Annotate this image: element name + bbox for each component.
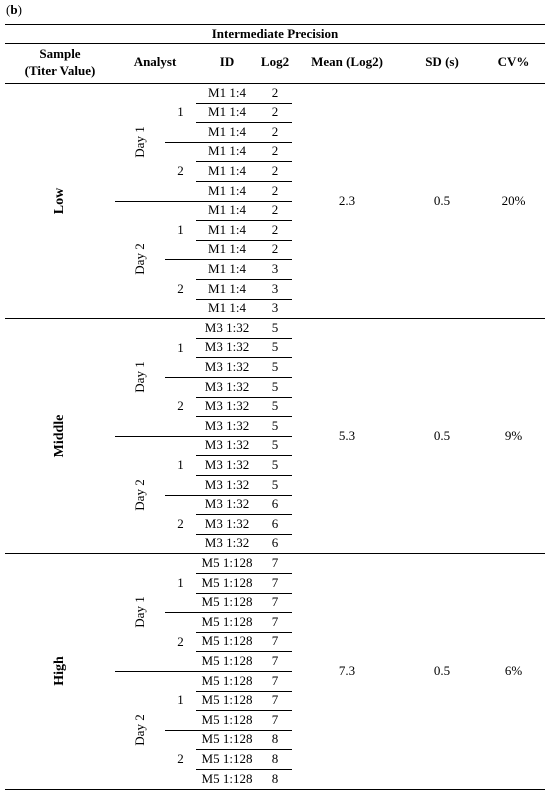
header-sample-line1: Sample	[39, 46, 81, 61]
sample-id: M5 1:128	[201, 594, 253, 610]
log2-value: 2	[271, 182, 279, 198]
analyst-number: 2	[177, 398, 184, 414]
header-cv: CV%	[497, 54, 530, 69]
log2-value: 5	[271, 417, 279, 433]
sample-label: High	[52, 656, 67, 686]
sample-id: M3 1:32	[204, 437, 250, 453]
header-sd: SD (s)	[425, 54, 459, 69]
log2-value: 7	[271, 594, 279, 610]
cv-value: 6%	[504, 663, 523, 678]
analyst-number: 2	[177, 751, 184, 767]
header-sample	[5, 45, 115, 79]
sample-id: M3 1:32	[204, 476, 250, 492]
day-label: Day 1	[132, 596, 147, 628]
sample-id: M5 1:128	[201, 613, 253, 629]
sample-id: M3 1:32	[204, 417, 250, 433]
sample-id: M1 1:4	[208, 104, 246, 120]
log2-value: 3	[271, 300, 279, 316]
sample-id: M1 1:4	[208, 202, 246, 218]
log2-value: 6	[271, 535, 279, 551]
sample-id: M3 1:32	[204, 456, 250, 472]
log2-value: 6	[271, 515, 279, 531]
log2-value: 8	[271, 750, 279, 766]
log2-value: 5	[271, 339, 279, 355]
sample-id: M5 1:128	[201, 750, 253, 766]
header-log2: Log2	[260, 54, 290, 69]
log2-value: 3	[271, 280, 279, 296]
analyst-number: 1	[177, 692, 184, 708]
sample-id: M5 1:128	[201, 692, 253, 708]
log2-value: 7	[271, 692, 279, 708]
sample-id: M5 1:128	[201, 652, 253, 668]
sample-id: M5 1:128	[201, 711, 253, 727]
table-bottom-rule	[5, 789, 545, 790]
sample-id: M1 1:4	[208, 84, 246, 100]
log2-value: 2	[271, 202, 279, 218]
table-title: Intermediate Precision	[211, 26, 339, 41]
day-label: Day 2	[132, 714, 147, 746]
sd-value: 0.5	[433, 192, 451, 208]
header-id: ID	[219, 54, 235, 69]
sample-id: M3 1:32	[204, 378, 250, 394]
cv-value: 20%	[501, 192, 526, 208]
sample-id: M3 1:32	[204, 496, 250, 512]
mean-value: 5.3	[338, 427, 356, 443]
header-analyst: Analyst	[133, 54, 177, 69]
log2-value: 3	[271, 260, 279, 276]
mean-value: 2.3	[338, 192, 356, 208]
sample-id: M1 1:4	[208, 123, 246, 139]
analyst-number: 1	[177, 339, 184, 355]
log2-value: 5	[271, 398, 279, 414]
analyst-number: 1	[177, 457, 184, 473]
log2-value: 7	[271, 672, 279, 688]
analyst-number: 1	[177, 104, 184, 120]
sample-id: M1 1:4	[208, 260, 246, 276]
sample-id: M5 1:128	[201, 574, 253, 590]
log2-value: 8	[271, 770, 279, 786]
panel-label-letter: b	[10, 2, 18, 17]
log2-value: 5	[271, 378, 279, 394]
sample-id: M3 1:32	[204, 358, 250, 374]
log2-value: 2	[271, 123, 279, 139]
header-sample-line2: (Titer Value)	[24, 63, 96, 78]
panel-label: (b)	[6, 2, 22, 17]
log2-value: 5	[271, 456, 279, 472]
log2-value: 2	[271, 84, 279, 100]
log2-value: 5	[271, 437, 279, 453]
log2-value: 7	[271, 574, 279, 590]
sample-id: M5 1:128	[201, 554, 253, 570]
sample-id: M1 1:4	[208, 182, 246, 198]
log2-value: 6	[271, 496, 279, 512]
log2-value: 5	[271, 358, 279, 374]
log2-value: 7	[271, 652, 279, 668]
mean-value: 7.3	[338, 663, 356, 678]
sample-id: M1 1:4	[208, 241, 246, 257]
log2-value: 8	[271, 731, 279, 747]
log2-value: 2	[271, 143, 279, 159]
log2-value: 7	[271, 633, 279, 649]
log2-value: 7	[271, 613, 279, 629]
day-label: Day 1	[132, 126, 147, 158]
sample-id: M5 1:128	[201, 633, 253, 649]
log2-value: 5	[271, 476, 279, 492]
sd-value: 0.5	[433, 427, 451, 443]
sample-id: M1 1:4	[208, 143, 246, 159]
sample-id: M3 1:32	[204, 319, 250, 335]
log2-value: 5	[271, 319, 279, 335]
log2-value: 2	[271, 221, 279, 237]
sample-id: M1 1:4	[208, 300, 246, 316]
analyst-number: 2	[177, 163, 184, 179]
analyst-number: 1	[177, 222, 184, 237]
sd-value: 0.5	[433, 663, 451, 678]
log2-value: 2	[271, 241, 279, 257]
title-rule	[5, 43, 545, 44]
sample-id: M3 1:32	[204, 515, 250, 531]
sample-id: M5 1:128	[201, 672, 253, 688]
sample-id: M1 1:4	[208, 221, 246, 237]
analyst-number: 2	[177, 280, 184, 296]
sample-id: M3 1:32	[204, 398, 250, 414]
sample-id: M1 1:4	[208, 280, 246, 296]
analyst-number: 1	[177, 574, 184, 590]
header-mean: Mean (Log2)	[311, 54, 383, 69]
analyst-number: 2	[177, 633, 184, 649]
log2-value: 2	[271, 162, 279, 178]
sample-id: M3 1:32	[204, 339, 250, 355]
log2-value: 7	[271, 711, 279, 727]
log2-value: 2	[271, 104, 279, 120]
day-label: Day 2	[132, 243, 147, 276]
sample-label: Low	[52, 187, 67, 214]
analyst-number: 2	[177, 516, 184, 531]
sample-id: M5 1:128	[201, 770, 253, 786]
day-label: Day 2	[132, 478, 147, 511]
sample-id: M1 1:4	[208, 162, 246, 178]
log2-value: 7	[271, 554, 279, 570]
sample-id: M5 1:128	[201, 731, 253, 747]
sample-id: M3 1:32	[204, 535, 250, 551]
day-label: Day 1	[132, 361, 147, 393]
sample-label: Middle	[52, 414, 67, 458]
cv-value: 9%	[504, 427, 523, 443]
